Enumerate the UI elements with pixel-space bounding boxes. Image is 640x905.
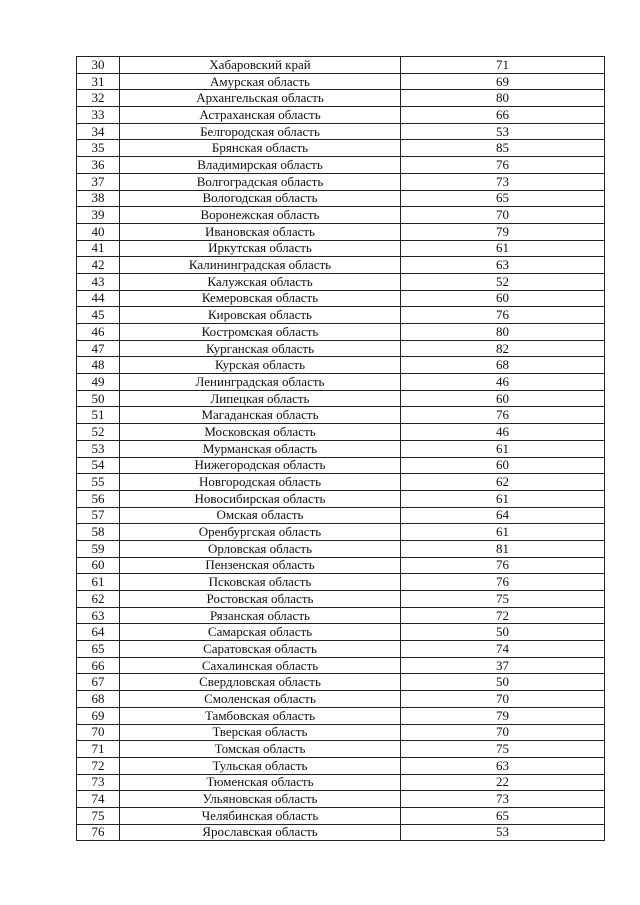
table-row (77, 524, 605, 541)
value-cell: 73 (401, 173, 605, 190)
value-cell: 75 (401, 741, 605, 758)
value-cell: 46 (401, 424, 605, 441)
row-number-cell: 67 (77, 674, 120, 691)
row-number-cell: 43 (77, 273, 120, 290)
row-number-cell: 68 (77, 691, 120, 708)
region-name-cell: Самарская область (120, 624, 401, 641)
value-cell: 50 (401, 674, 605, 691)
table-row (77, 791, 605, 808)
row-number-cell: 54 (77, 457, 120, 474)
region-name-cell: Новгородская область (120, 474, 401, 491)
region-name-cell: Владимирская область (120, 157, 401, 174)
table-body (77, 57, 605, 841)
value-cell: 76 (401, 157, 605, 174)
region-name-cell: Ростовская область (120, 591, 401, 608)
row-number-cell: 70 (77, 724, 120, 741)
value-cell: 63 (401, 257, 605, 274)
value-cell: 73 (401, 791, 605, 808)
value-cell: 76 (401, 574, 605, 591)
table-row (77, 591, 605, 608)
value-cell: 53 (401, 123, 605, 140)
table-row (77, 290, 605, 307)
table-row (77, 190, 605, 207)
value-cell: 60 (401, 390, 605, 407)
region-name-cell: Брянская область (120, 140, 401, 157)
value-cell: 80 (401, 90, 605, 107)
table-row (77, 807, 605, 824)
row-number-cell: 58 (77, 524, 120, 541)
row-number-cell: 30 (77, 57, 120, 74)
table-row (77, 824, 605, 841)
row-number-cell: 40 (77, 223, 120, 240)
value-cell: 82 (401, 340, 605, 357)
row-number-cell: 75 (77, 807, 120, 824)
region-name-cell: Челябинская область (120, 807, 401, 824)
value-cell: 79 (401, 223, 605, 240)
table-row (77, 624, 605, 641)
table-row (77, 157, 605, 174)
region-name-cell: Воронежская область (120, 207, 401, 224)
region-name-cell: Липецкая область (120, 390, 401, 407)
value-cell: 68 (401, 357, 605, 374)
value-cell: 70 (401, 207, 605, 224)
row-number-cell: 52 (77, 424, 120, 441)
value-cell: 65 (401, 807, 605, 824)
table-row (77, 424, 605, 441)
row-number-cell: 42 (77, 257, 120, 274)
value-cell: 76 (401, 557, 605, 574)
table-row (77, 273, 605, 290)
row-number-cell: 55 (77, 474, 120, 491)
region-name-cell: Белгородская область (120, 123, 401, 140)
row-number-cell: 63 (77, 607, 120, 624)
table-row (77, 57, 605, 74)
row-number-cell: 31 (77, 73, 120, 90)
row-number-cell: 53 (77, 440, 120, 457)
region-name-cell: Омская область (120, 507, 401, 524)
region-name-cell: Ярославская область (120, 824, 401, 841)
table-row (77, 440, 605, 457)
row-number-cell: 38 (77, 190, 120, 207)
value-cell: 64 (401, 507, 605, 524)
region-name-cell: Саратовская область (120, 641, 401, 658)
row-number-cell: 64 (77, 624, 120, 641)
region-name-cell: Курганская область (120, 340, 401, 357)
row-number-cell: 45 (77, 307, 120, 324)
region-name-cell: Тульская область (120, 757, 401, 774)
region-name-cell: Амурская область (120, 73, 401, 90)
region-name-cell: Вологодская область (120, 190, 401, 207)
region-name-cell: Оренбургская область (120, 524, 401, 541)
region-name-cell: Рязанская область (120, 607, 401, 624)
value-cell: 22 (401, 774, 605, 791)
table-row (77, 674, 605, 691)
table-row (77, 223, 605, 240)
row-number-cell: 33 (77, 107, 120, 124)
row-number-cell: 47 (77, 340, 120, 357)
value-cell: 60 (401, 290, 605, 307)
region-name-cell: Смоленская область (120, 691, 401, 708)
table-row (77, 374, 605, 391)
row-number-cell: 57 (77, 507, 120, 524)
row-number-cell: 34 (77, 123, 120, 140)
row-number-cell: 46 (77, 324, 120, 341)
table-row (77, 307, 605, 324)
table-row (77, 407, 605, 424)
value-cell: 70 (401, 691, 605, 708)
region-name-cell: Ивановская область (120, 223, 401, 240)
value-cell: 79 (401, 707, 605, 724)
table-row (77, 707, 605, 724)
row-number-cell: 36 (77, 157, 120, 174)
region-name-cell: Волгоградская область (120, 173, 401, 190)
region-name-cell: Тамбовская область (120, 707, 401, 724)
table-row (77, 173, 605, 190)
row-number-cell: 35 (77, 140, 120, 157)
table-row (77, 540, 605, 557)
row-number-cell: 60 (77, 557, 120, 574)
region-name-cell: Костромская область (120, 324, 401, 341)
region-name-cell: Астраханская область (120, 107, 401, 124)
region-name-cell: Пензенская область (120, 557, 401, 574)
value-cell: 37 (401, 657, 605, 674)
table-row (77, 257, 605, 274)
row-number-cell: 51 (77, 407, 120, 424)
table-row (77, 757, 605, 774)
row-number-cell: 59 (77, 540, 120, 557)
region-name-cell: Ульяновская область (120, 791, 401, 808)
regions-table (76, 56, 605, 841)
value-cell: 69 (401, 73, 605, 90)
region-name-cell: Архангельская область (120, 90, 401, 107)
row-number-cell: 49 (77, 374, 120, 391)
row-number-cell: 48 (77, 357, 120, 374)
row-number-cell: 69 (77, 707, 120, 724)
table-row (77, 474, 605, 491)
region-name-cell: Московская область (120, 424, 401, 441)
value-cell: 63 (401, 757, 605, 774)
region-name-cell: Сахалинская область (120, 657, 401, 674)
value-cell: 85 (401, 140, 605, 157)
value-cell: 61 (401, 490, 605, 507)
row-number-cell: 50 (77, 390, 120, 407)
region-name-cell: Кировская область (120, 307, 401, 324)
value-cell: 72 (401, 607, 605, 624)
region-name-cell: Нижегородская область (120, 457, 401, 474)
table-row (77, 357, 605, 374)
table-row (77, 140, 605, 157)
row-number-cell: 56 (77, 490, 120, 507)
row-number-cell: 61 (77, 574, 120, 591)
region-name-cell: Иркутская область (120, 240, 401, 257)
table-row (77, 657, 605, 674)
value-cell: 74 (401, 641, 605, 658)
region-name-cell: Новосибирская область (120, 490, 401, 507)
table-row (77, 490, 605, 507)
table-row (77, 207, 605, 224)
table-row (77, 240, 605, 257)
table-row (77, 691, 605, 708)
value-cell: 65 (401, 190, 605, 207)
table-row (77, 340, 605, 357)
value-cell: 46 (401, 374, 605, 391)
table-row (77, 574, 605, 591)
row-number-cell: 72 (77, 757, 120, 774)
region-name-cell: Томская область (120, 741, 401, 758)
value-cell: 53 (401, 824, 605, 841)
region-name-cell: Орловская область (120, 540, 401, 557)
value-cell: 76 (401, 407, 605, 424)
value-cell: 76 (401, 307, 605, 324)
region-name-cell: Тверская область (120, 724, 401, 741)
row-number-cell: 66 (77, 657, 120, 674)
row-number-cell: 76 (77, 824, 120, 841)
region-name-cell: Ленинградская область (120, 374, 401, 391)
region-name-cell: Калининградская область (120, 257, 401, 274)
value-cell: 61 (401, 524, 605, 541)
row-number-cell: 62 (77, 591, 120, 608)
region-name-cell: Свердловская область (120, 674, 401, 691)
table-row (77, 507, 605, 524)
region-name-cell: Магаданская область (120, 407, 401, 424)
value-cell: 61 (401, 440, 605, 457)
table-row (77, 390, 605, 407)
region-name-cell: Тюменская область (120, 774, 401, 791)
value-cell: 66 (401, 107, 605, 124)
region-name-cell: Курская область (120, 357, 401, 374)
table-row (77, 123, 605, 140)
table-row (77, 774, 605, 791)
row-number-cell: 71 (77, 741, 120, 758)
value-cell: 61 (401, 240, 605, 257)
table-row (77, 324, 605, 341)
row-number-cell: 65 (77, 641, 120, 658)
table-row (77, 107, 605, 124)
table-row (77, 90, 605, 107)
table-row (77, 457, 605, 474)
value-cell: 62 (401, 474, 605, 491)
row-number-cell: 74 (77, 791, 120, 808)
value-cell: 75 (401, 591, 605, 608)
table-row (77, 724, 605, 741)
row-number-cell: 73 (77, 774, 120, 791)
value-cell: 80 (401, 324, 605, 341)
table-row (77, 741, 605, 758)
row-number-cell: 39 (77, 207, 120, 224)
table-row (77, 557, 605, 574)
value-cell: 81 (401, 540, 605, 557)
table-row (77, 641, 605, 658)
value-cell: 70 (401, 724, 605, 741)
table-row (77, 73, 605, 90)
row-number-cell: 44 (77, 290, 120, 307)
table-row (77, 607, 605, 624)
region-name-cell: Псковская область (120, 574, 401, 591)
value-cell: 52 (401, 273, 605, 290)
region-name-cell: Кемеровская область (120, 290, 401, 307)
value-cell: 50 (401, 624, 605, 641)
value-cell: 71 (401, 57, 605, 74)
document-page (76, 56, 604, 841)
region-name-cell: Мурманская область (120, 440, 401, 457)
row-number-cell: 32 (77, 90, 120, 107)
region-name-cell: Калужская область (120, 273, 401, 290)
value-cell: 60 (401, 457, 605, 474)
region-name-cell: Хабаровский край (120, 57, 401, 74)
row-number-cell: 37 (77, 173, 120, 190)
row-number-cell: 41 (77, 240, 120, 257)
